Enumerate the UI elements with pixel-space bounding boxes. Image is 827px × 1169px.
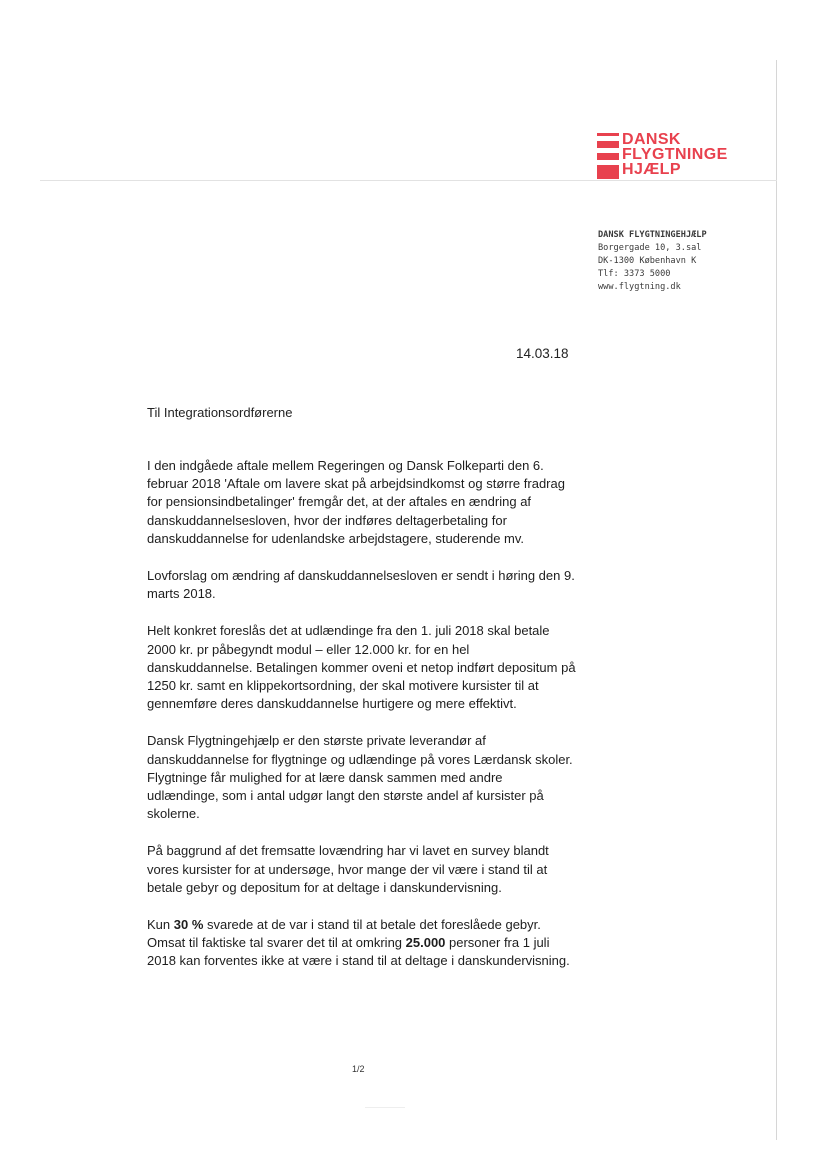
scan-speck xyxy=(365,1107,405,1108)
paragraph-proposal: Helt konkret foreslås det at udlændinge fra den 1. juli 2018 skal betale 2000 kr. pr påbegyndt modul – eller 12.000 kr. for en hel danskuddannelse. Betalingen kommer oveni et netop indført depositum på 1250 kr. samt en klippekortsordning, der skal motivere kursister til at gennemføre deres danskuddannelse hurtigere og mere effektivt. xyxy=(147,623,576,712)
paragraph-provider: Dansk Flygtningehjælp er den største private leverandør af danskuddannelse for flygtninge og udlændinge på vores Lærdansk skoler. Flygtninge får mulighed for at lære dansk sammen med andre udlændinge, som i antal udgør langt den største andel af kursister på skolerne. xyxy=(147,733,573,822)
letter-date: 14.03.18 xyxy=(516,346,569,361)
logo-line-3: HJÆLP xyxy=(622,161,681,178)
result-text-2: svarede at de var i stand til at betale det foreslåede gebyr. Omsat til faktiske tal svarer det til at omkring xyxy=(147,917,541,951)
page-number: 1/2 xyxy=(352,1064,365,1074)
sender-org: DANSK FLYGTNINGEHJÆLP xyxy=(598,230,707,240)
dfh-logo-mark xyxy=(597,133,619,179)
logo-line-1: DANSK xyxy=(622,131,681,148)
paragraph-result xyxy=(147,916,577,971)
sender-street: Borgergade 10, 3.sal xyxy=(598,243,702,253)
paragraph-survey: På baggrund af det fremsatte lovændring har vi lavet en survey blandt vores kursister for at undersøge, hvor mange der vil være i stand til at betale gebyr og depositum for at deltage i danskundervisning. xyxy=(147,843,549,895)
result-percentage: 30 % xyxy=(173,917,204,933)
result-text-1: Kun xyxy=(147,917,174,933)
letter-recipient: Til Integrationsordførerne xyxy=(147,405,293,420)
header-divider xyxy=(40,180,777,181)
sender-phone: Tlf: 3373 5000 xyxy=(598,269,671,279)
logo-line-2: FLYGTNINGE xyxy=(622,146,728,163)
sender-address-block xyxy=(598,229,707,294)
dfh-logo xyxy=(597,133,737,179)
sender-city: DK-1300 København K xyxy=(598,256,697,266)
result-text-3: personer fra 1 juli 2018 kan forventes ikke at være i stand til at deltage i danskundervisning. xyxy=(147,935,570,969)
sender-website: www.flygtning.dk xyxy=(598,282,681,292)
letter-body xyxy=(147,457,577,990)
dfh-logo-wordmark xyxy=(622,132,728,177)
scan-edge-line xyxy=(776,60,777,1140)
paragraph-hearing: Lovforslag om ændring af danskuddannelsesloven er sendt i høring den 9. marts 2018. xyxy=(147,568,575,602)
result-count: 25.000 xyxy=(405,935,446,951)
paragraph-agreement: I den indgåede aftale mellem Regeringen og Dansk Folkeparti den 6. februar 2018 'Aftale om lavere skat på arbejdsindkomst og større fradrag for pensionsindbetalinger' fremgår det, at der aftales en ændring af danskuddannelsesloven, hvor der indføres deltagerbetaling for danskuddannelse for udenlandske arbejdstagere, studerende mv. xyxy=(147,458,565,546)
